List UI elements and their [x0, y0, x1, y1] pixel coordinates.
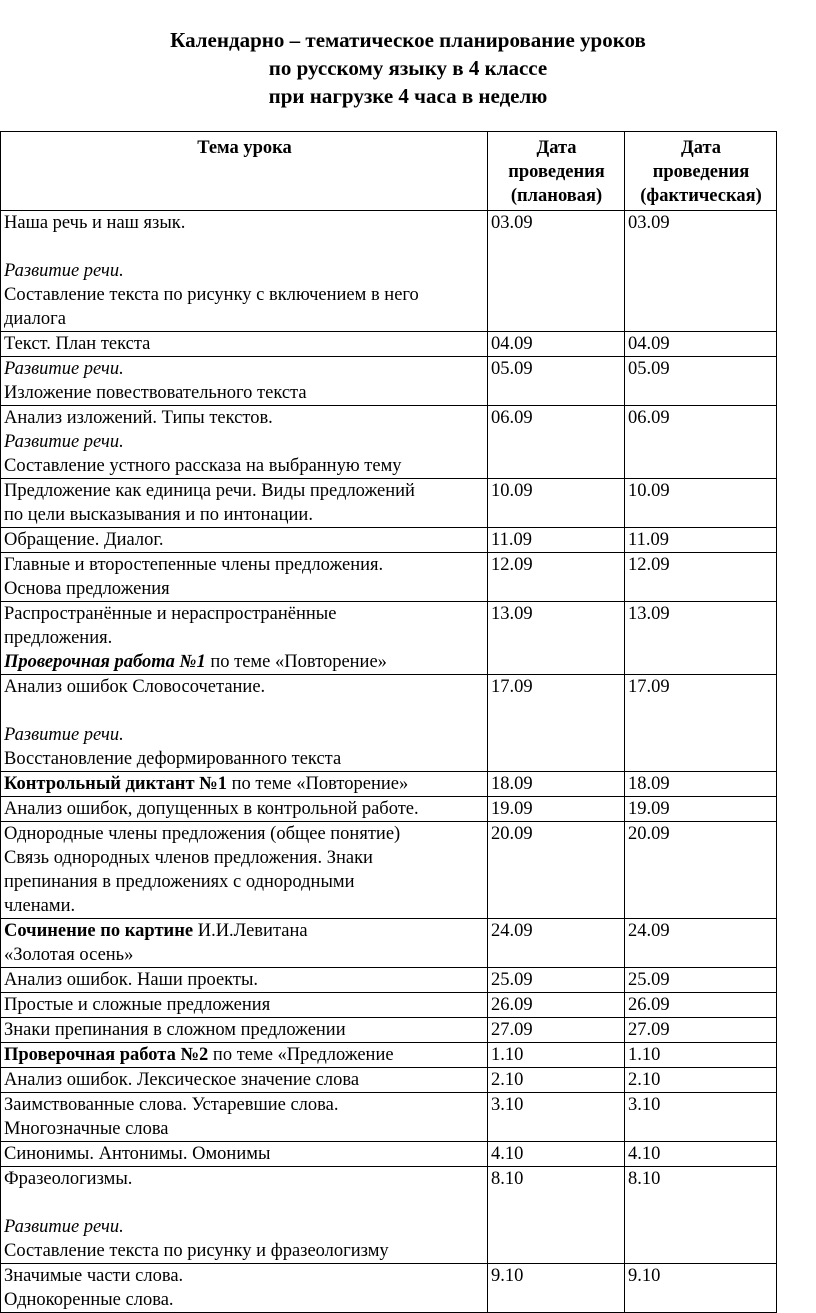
- planned-date-cell: 10.09: [488, 479, 625, 528]
- topic-text: Распространённые и нераспространённые: [4, 604, 337, 624]
- topic-line: [4, 797, 485, 821]
- planned-date-cell: 8.10: [488, 1167, 625, 1264]
- planned-date-cell: 27.09: [488, 1018, 625, 1043]
- planned-date-cell: 19.09: [488, 797, 625, 822]
- topic-line: [4, 1215, 485, 1239]
- assessment-label: Проверочная работа №1: [4, 652, 206, 672]
- lesson-topic-cell: [1, 357, 488, 406]
- actual-date-cell: 05.09: [625, 357, 777, 406]
- actual-date-cell: 26.09: [625, 993, 777, 1018]
- speech-development-label: Развитие речи.: [4, 359, 124, 379]
- topic-text: Заимствованные слова. Устаревшие слова.: [4, 1095, 339, 1115]
- planned-date-cell: 13.09: [488, 602, 625, 675]
- assessment-label: Сочинение по картине: [4, 921, 194, 941]
- assessment-label: Контрольный диктант №1: [4, 774, 228, 794]
- actual-date-cell: 17.09: [625, 675, 777, 772]
- planned-date-cell: 17.09: [488, 675, 625, 772]
- topic-text: по цели высказывания и по интонации.: [4, 505, 313, 525]
- topic-line: [4, 332, 485, 356]
- table-row: [1, 822, 777, 919]
- table-row: [1, 1043, 777, 1068]
- lesson-topic-cell: [1, 1167, 488, 1264]
- topic-text: членами.: [4, 896, 76, 916]
- topic-line: [4, 919, 485, 943]
- planned-date-cell: 25.09: [488, 968, 625, 993]
- topic-line: [4, 1142, 485, 1166]
- lesson-topic-cell: [1, 1093, 488, 1142]
- topic-text: Однородные члены предложения (общее понятие): [4, 824, 401, 844]
- topic-line: [4, 1191, 485, 1215]
- table-row: [1, 1142, 777, 1167]
- lesson-topic-cell: [1, 822, 488, 919]
- header-planned-line: Дата: [536, 138, 577, 158]
- lesson-topic-cell: [1, 919, 488, 968]
- table-row: [1, 553, 777, 602]
- actual-date-cell: 12.09: [625, 553, 777, 602]
- topic-line: [4, 577, 485, 601]
- actual-date-cell: 4.10: [625, 1142, 777, 1167]
- table-row: [1, 406, 777, 479]
- speech-development-label: Развитие речи.: [4, 432, 124, 452]
- topic-line: [4, 406, 485, 430]
- header-actual-line: Дата: [680, 138, 722, 158]
- planned-date-cell: 26.09: [488, 993, 625, 1018]
- topic-text: И.И.Левитана: [193, 921, 308, 941]
- lesson-topic-cell: [1, 675, 488, 772]
- planned-date-cell: 1.10: [488, 1043, 625, 1068]
- topic-line: [4, 822, 485, 846]
- actual-date-cell: 04.09: [625, 332, 777, 357]
- topic-line: [4, 943, 485, 967]
- topic-line: [4, 772, 485, 796]
- topic-line: [4, 381, 485, 405]
- topic-line: [4, 626, 485, 650]
- header-actual-line: проведения: [652, 162, 750, 182]
- topic-text: Восстановление деформированного текста: [4, 749, 342, 769]
- topic-line: [4, 211, 485, 235]
- table-row: [1, 332, 777, 357]
- planned-date-cell: 3.10: [488, 1093, 625, 1142]
- lesson-topic-cell: [1, 968, 488, 993]
- topic-line: [4, 454, 485, 478]
- planned-date-cell: 18.09: [488, 772, 625, 797]
- planned-date-cell: 03.09: [488, 211, 625, 332]
- lesson-topic-cell: [1, 1264, 488, 1313]
- table-row: [1, 1167, 777, 1264]
- topic-text: Многозначные слова: [4, 1119, 169, 1139]
- table-row: [1, 797, 777, 822]
- topic-text: Анализ изложений. Типы текстов.: [4, 408, 273, 428]
- planned-date-cell: 11.09: [488, 528, 625, 553]
- topic-line: [4, 602, 485, 626]
- topic-line: [4, 357, 485, 381]
- actual-date-cell: 8.10: [625, 1167, 777, 1264]
- topic-text: Основа предложения: [4, 579, 170, 599]
- planned-date-cell: 06.09: [488, 406, 625, 479]
- topic-text: Анализ ошибок Словосочетание.: [4, 677, 266, 697]
- lesson-topic-cell: [1, 553, 488, 602]
- topic-line: [4, 259, 485, 283]
- topic-text: по теме «Повторение»: [227, 774, 409, 794]
- table-row: [1, 993, 777, 1018]
- lesson-topic-cell: [1, 797, 488, 822]
- topic-text: Анализ ошибок. Лексическое значение слова: [4, 1070, 360, 1090]
- topic-line: [4, 650, 485, 674]
- topic-line: [4, 894, 485, 918]
- speech-development-label: Развитие речи.: [4, 725, 124, 745]
- actual-date-cell: 1.10: [625, 1043, 777, 1068]
- actual-date-cell: 27.09: [625, 1018, 777, 1043]
- topic-line: [4, 699, 485, 723]
- table-row: [1, 1264, 777, 1313]
- topic-text: по теме «Повторение»: [205, 652, 387, 672]
- planned-date-cell: 9.10: [488, 1264, 625, 1313]
- topic-line: [4, 723, 485, 747]
- topic-line: [4, 968, 485, 992]
- topic-text: Анализ ошибок, допущенных в контрольной работе.: [4, 799, 419, 819]
- header-actual-line: (фактическая): [640, 186, 762, 206]
- table-row: [1, 1068, 777, 1093]
- topic-line: [4, 1239, 485, 1263]
- topic-text: Главные и второстепенные члены предложения.: [4, 555, 384, 575]
- lesson-topic-cell: [1, 1043, 488, 1068]
- lesson-topic-cell: [1, 993, 488, 1018]
- topic-line: [4, 675, 485, 699]
- title-line-3: при нагрузке 4 часа в неделю: [268, 84, 548, 108]
- topic-line: [4, 503, 485, 527]
- header-planned-date: [488, 132, 625, 211]
- topic-text: Синонимы. Антонимы. Омонимы: [4, 1144, 271, 1164]
- table-row: [1, 1018, 777, 1043]
- lesson-topic-cell: [1, 332, 488, 357]
- planned-date-cell: 24.09: [488, 919, 625, 968]
- topic-text: Фразеологизмы.: [4, 1169, 133, 1189]
- topic-line: [4, 846, 485, 870]
- speech-development-label: Развитие речи.: [4, 1217, 124, 1237]
- speech-development-label: Развитие речи.: [4, 261, 124, 281]
- table-row: [1, 919, 777, 968]
- planned-date-cell: 12.09: [488, 553, 625, 602]
- topic-text: предложения.: [4, 628, 113, 648]
- document-title: [0, 26, 816, 110]
- topic-line: [4, 1264, 485, 1288]
- topic-line: [4, 1018, 485, 1042]
- lesson-topic-cell: [1, 602, 488, 675]
- topic-line: [4, 1068, 485, 1092]
- topic-text: Однокоренные слова.: [4, 1290, 174, 1310]
- table-row: [1, 528, 777, 553]
- lesson-topic-cell: [1, 1018, 488, 1043]
- topic-text: Связь однородных членов предложения. Знаки: [4, 848, 373, 868]
- topic-line: [4, 307, 485, 331]
- table-row: [1, 1093, 777, 1142]
- actual-date-cell: 06.09: [625, 406, 777, 479]
- actual-date-cell: 03.09: [625, 211, 777, 332]
- topic-text: Составление устного рассказа на выбранную тему: [4, 456, 402, 476]
- topic-text: Текст. План текста: [4, 334, 151, 354]
- topic-line: [4, 553, 485, 577]
- assessment-label: Проверочная работа №2: [4, 1045, 209, 1065]
- topic-text: Изложение повествовательного текста: [4, 383, 307, 403]
- topic-line: [4, 1167, 485, 1191]
- actual-date-cell: 24.09: [625, 919, 777, 968]
- table-body: [1, 211, 777, 1313]
- actual-date-cell: 13.09: [625, 602, 777, 675]
- topic-line: [4, 1093, 485, 1117]
- actual-date-cell: 10.09: [625, 479, 777, 528]
- topic-line: [4, 1117, 485, 1141]
- table-row: [1, 357, 777, 406]
- table-row: [1, 675, 777, 772]
- header-actual-date: [625, 132, 777, 211]
- topic-line: [4, 1288, 485, 1312]
- lesson-topic-cell: [1, 211, 488, 332]
- actual-date-cell: 20.09: [625, 822, 777, 919]
- topic-line: [4, 528, 485, 552]
- topic-line: [4, 747, 485, 771]
- actual-date-cell: 18.09: [625, 772, 777, 797]
- lesson-topic-cell: [1, 479, 488, 528]
- actual-date-cell: 19.09: [625, 797, 777, 822]
- actual-date-cell: 9.10: [625, 1264, 777, 1313]
- lesson-topic-cell: [1, 406, 488, 479]
- title-line-1: Календарно – тематическое планирование уроков: [170, 28, 646, 52]
- table-header-row: [1, 132, 777, 211]
- topic-text: Анализ ошибок. Наши проекты.: [4, 970, 259, 990]
- actual-date-cell: 11.09: [625, 528, 777, 553]
- table-row: [1, 968, 777, 993]
- lesson-topic-cell: [1, 772, 488, 797]
- title-line-2: по русскому языку в 4 классе: [268, 56, 548, 80]
- table-row: [1, 772, 777, 797]
- lesson-topic-cell: [1, 528, 488, 553]
- header-planned-line: (плановая): [510, 186, 603, 206]
- table-row: [1, 211, 777, 332]
- actual-date-cell: 25.09: [625, 968, 777, 993]
- lesson-topic-cell: [1, 1142, 488, 1167]
- topic-text: Знаки препинания в сложном предложении: [4, 1020, 346, 1040]
- topic-line: [4, 993, 485, 1017]
- topic-text: Составление текста по рисунку с включением в него: [4, 285, 419, 305]
- topic-text: по теме «Предложение: [208, 1045, 394, 1065]
- topic-line: [4, 283, 485, 307]
- topic-text: Значимые части слова.: [4, 1266, 184, 1286]
- topic-text: диалога: [4, 309, 66, 329]
- planned-date-cell: 04.09: [488, 332, 625, 357]
- topic-line: [4, 235, 485, 259]
- actual-date-cell: 2.10: [625, 1068, 777, 1093]
- header-topic: Тема урока: [1, 132, 488, 211]
- topic-text: Составление текста по рисунку и фразеологизму: [4, 1241, 389, 1261]
- topic-text: Простые и сложные предложения: [4, 995, 271, 1015]
- topic-text: препинания в предложениях с однородными: [4, 872, 355, 892]
- topic-text: «Золотая осень»: [4, 945, 134, 965]
- table-row: [1, 602, 777, 675]
- topic-text: Предложение как единица речи. Виды предложений: [4, 481, 415, 501]
- planned-date-cell: 4.10: [488, 1142, 625, 1167]
- header-planned-line: проведения: [508, 162, 605, 182]
- topic-line: [4, 870, 485, 894]
- lesson-topic-cell: [1, 1068, 488, 1093]
- planned-date-cell: 05.09: [488, 357, 625, 406]
- topic-line: [4, 1043, 485, 1067]
- table-row: [1, 479, 777, 528]
- lesson-plan-table: [0, 131, 777, 1313]
- topic-line: [4, 479, 485, 503]
- planned-date-cell: 2.10: [488, 1068, 625, 1093]
- actual-date-cell: 3.10: [625, 1093, 777, 1142]
- planned-date-cell: 20.09: [488, 822, 625, 919]
- topic-text: Обращение. Диалог.: [4, 530, 164, 550]
- topic-text: Наша речь и наш язык.: [4, 213, 186, 233]
- topic-line: [4, 430, 485, 454]
